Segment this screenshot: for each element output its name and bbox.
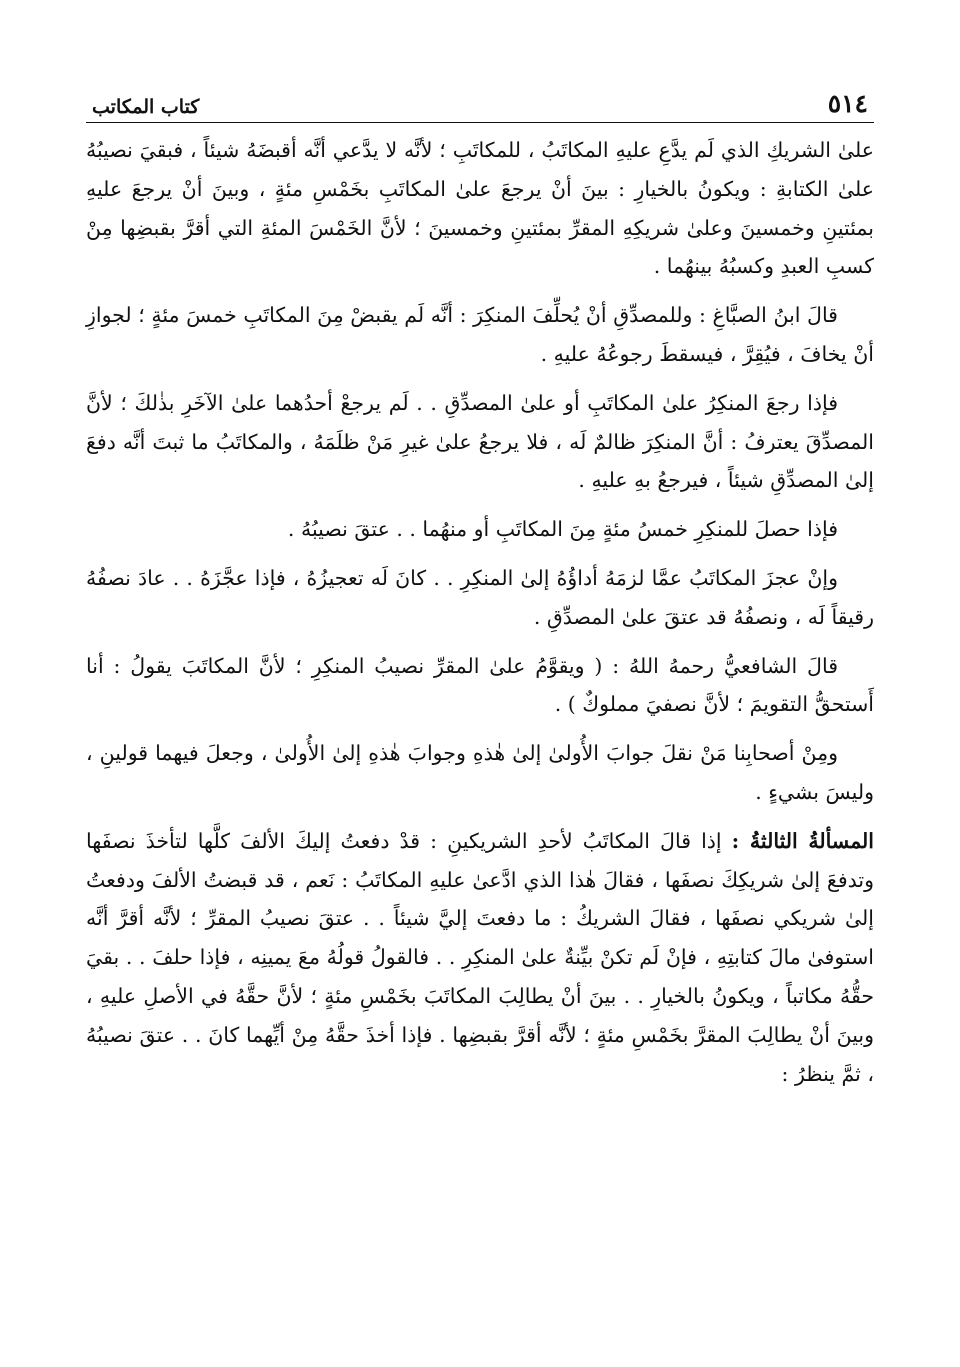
paragraph (86, 822, 874, 1094)
paragraph-text: قالَ ابنُ الصبَّاغِ : وللمصدِّقِ أنْ يُحلِّفَ المنكِرَ : أنَّه لَم يقبضْ مِنَ المكاتَبِ خمسَ مئةٍ ؛ لجوازِ أنْ يخافَ ، فيُقِرَّ ، فيسقطَ رجوعُهُ عليهِ . (86, 303, 874, 366)
page-header (86, 78, 874, 123)
paragraph (86, 296, 874, 374)
paragraph (86, 647, 874, 725)
paragraph (86, 559, 874, 637)
paragraph (86, 131, 874, 286)
section-heading: المسألةُ الثالثةُ : (731, 828, 874, 853)
paragraph (86, 384, 874, 500)
paragraph-text: إذا قالَ المكاتَبُ لأحدِ الشريكينِ : قدْ دفعتُ إليكَ الألفَ كلَّها لتأخذَ نصفَها وتدفعَ إلىٰ شريكِكَ نصفَها ، فقالَ هٰذا الذي ادَّعىٰ عليهِ المكاتَبُ : نَعم ، قد قبضتُ الألفَ ودفعتُ إلىٰ شريكي نصفَها ، فقالَ الشريكُ : ما دفعتَ إليَّ شيئاً . . عتقَ نصيبُ المقرِّ ؛ لأنَّه أقرَّ أنَّه استوفىٰ مالَ كتابتِهِ ، فإنْ لَم تكنْ بيِّنةٌ علىٰ المنكِرِ . . فالقولُ قولُهُ معَ يمينِه ، فإذا حلفَ . . بقيَ حقُّهُ مكاتباً ، ويكونُ بالخيارِ . . بينَ أنْ يطالِبَ المكاتَبَ بخَمْسِ مئةٍ ؛ لأنَّ حقَّهُ في الأصلِ عليهِ ، وبينَ أنْ يطالِبَ المقرَّ بخَمْسِ مئةٍ ؛ لأنَّه أقرَّ بقبضِها . فإذا أخذَ حقَّهُ مِنْ أيِّهما كانَ . . عتقَ نصيبُهُ ، ثمَّ ينظرُ : (86, 828, 874, 1086)
paragraph (86, 510, 874, 549)
paragraph (86, 734, 874, 812)
paragraph-text: وإنْ عجزَ المكاتَبُ عمَّا لزمَهُ أداؤُهُ إلىٰ المنكِرِ . . كانَ لَه تعجيزُهُ ، فإذا عجَّزَهُ . . عادَ نصفُهُ رقيقاً لَه ، ونصفُهُ قد عتقَ علىٰ المصدِّقِ . (86, 565, 874, 629)
paragraph-text: قالَ الشافعيُّ رحمهُ اللهُ : ( ويقوَّمُ علىٰ المقرِّ نصيبُ المنكِرِ ؛ لأنَّ المكاتَبَ يقولُ : أنا أَستحقُّ التقويمَ ؛ لأنَّ نصفيَ مملوكٌ ) . (86, 653, 874, 717)
page-body (86, 131, 874, 1093)
paragraph-text: ومِنْ أصحابِنا مَنْ نقلَ جوابَ الأُولىٰ إلىٰ هٰذهِ وجوابَ هٰذهِ إلىٰ الأُولىٰ ، وجعلَ فيهما قولينِ ، وليسَ بشيءٍ . (86, 741, 874, 804)
running-title: كتاب المكاتب (92, 96, 200, 118)
page-number: ٥١٤ (827, 89, 868, 118)
paragraph-text: فإذا رجعَ المنكِرُ علىٰ المكاتَبِ أو علىٰ المصدِّقِ . . لَم يرجعْ أحدُهما علىٰ الآخَرِ بذٰلكَ ؛ لأنَّ المصدِّقَ يعترفُ : أنَّ المنكِرَ ظالمٌ لَه ، فلا يرجعُ علىٰ غيرِ مَنْ ظلَمَهُ ، والمكاتَبُ ما ثبتَ أنَّه دفعَ إلىٰ المصدِّقِ شيئاً ، فيرجعُ بهِ عليهِ . (86, 390, 874, 493)
paragraph-text: علىٰ الشريكِ الذي لَم يدَّعِ عليهِ المكاتَبُ ، للمكاتَبِ ؛ لأنَّه لا يدَّعي أنَّه أقبضَهُ شيئاً ، فبقيَ نصيبُهُ علىٰ الكتابةِ : ويكونُ بالخيارِ : بينَ أنْ يرجعَ علىٰ المكاتَبِ بخَمْسِ مئةٍ ، وبينَ أنْ يرجعَ عليهِ بمئتينِ وخمسينَ وعلىٰ شريكِهِ المقرِّ بمئتينِ وخمسينَ ؛ لأنَّ الخَمْسَ المئةِ التي أقرَّ بقبضِها مِنْ كسبِ العبدِ وكسبُهُ بينهُما . (86, 138, 874, 279)
paragraph-text: فإذا حصلَ للمنكِرِ خمسُ مئةٍ مِنَ المكاتَبِ أو منهُما . . عتقَ نصيبُهُ . (287, 517, 838, 542)
